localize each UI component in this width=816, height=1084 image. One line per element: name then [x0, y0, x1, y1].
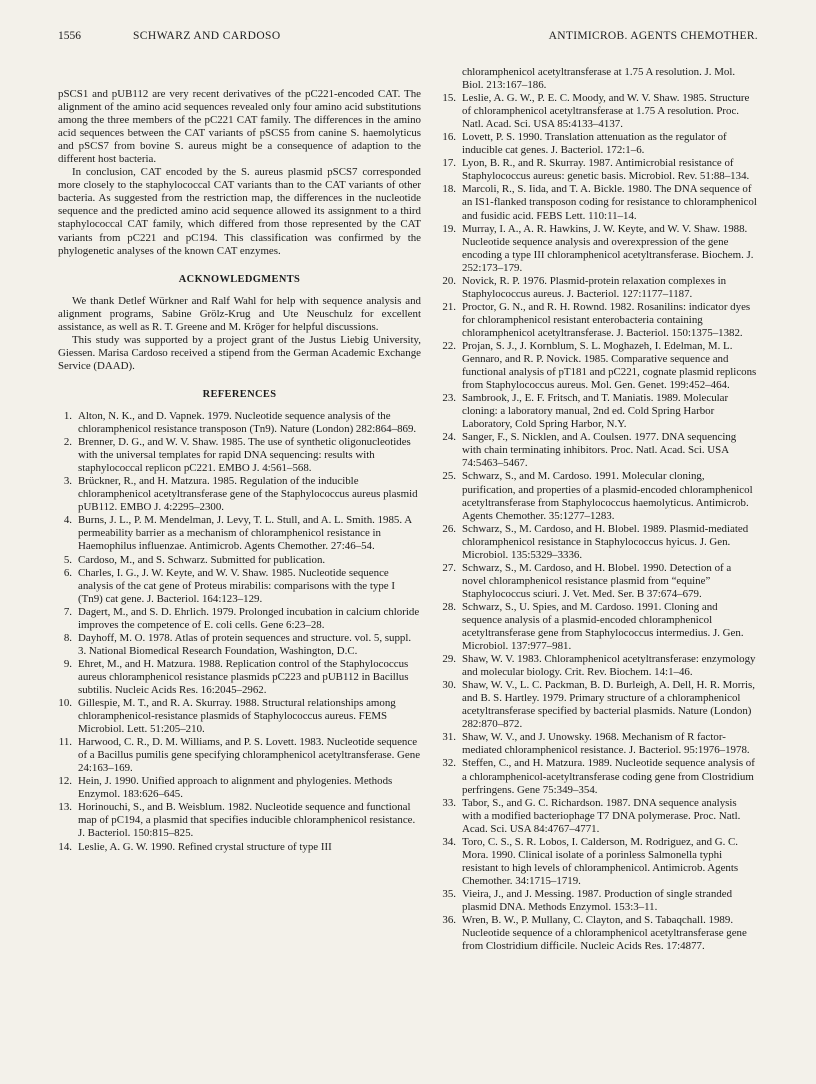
- reference-text: Brückner, R., and H. Matzura. 1985. Regulation of the inducible chloramphenicol acetyltransferase gene of the Staphylococcus aureus plasmid pUB112. EMBO J. 4:2295–2300.: [78, 475, 418, 514]
- reference-item: [442, 340, 758, 392]
- reference-text: Steffen, C., and H. Matzura. 1989. Nucleotide sequence analysis of a chloramphenicol-acetyltransferase coding gene from Clostridium perfringens. Gene 75:349–354.: [462, 757, 755, 796]
- reference-number: 19.: [442, 222, 456, 235]
- reference-text: Lovett, P. S. 1990. Translation attenuation as the regulator of inducible cat genes. J. Bacteriol. 172:1–6.: [462, 131, 727, 157]
- reference-text: Gillespie, M. T., and R. A. Skurray. 1988. Structural relationships among chloramphenicol-resistance plasmids of Staphylococcus aureus. FEMS Microbiol. Lett. 51:205–210.: [78, 697, 396, 736]
- reference-text: Hein, J. 1990. Unified approach to alignment and phylogenies. Methods Enzymol. 183:626–645.: [78, 775, 393, 801]
- reference-item: [442, 653, 758, 679]
- running-authors: SCHWARZ AND CARDOSO: [133, 30, 281, 42]
- reference-number: 13.: [58, 801, 72, 814]
- reference-item: [442, 470, 758, 522]
- reference-text: Tabor, S., and G. C. Richardson. 1987. DNA sequence analysis with a modified bacteriophage T7 DNA polymerase. Proc. Natl. Acad. Sci. USA 84:4767–4771.: [462, 796, 741, 835]
- reference-item: [442, 757, 758, 796]
- reference-text: Proctor, G. N., and R. H. Rownd. 1982. Rosanilins: indicator dyes for chloramphenicol resistant enterobacteria containing chloramphenicol acetyltransferase. J. Bacteriol. 150:1375–1382.: [462, 300, 751, 339]
- reference-number: 17.: [442, 157, 456, 170]
- reference-list-left: [58, 410, 421, 854]
- reference-text: Schwarz, S., and M. Cardoso. 1991. Molecular cloning, purification, and properties of a plasmid-encoded chloramphenicol acetyltransferase from Staphylococcus haemolyticus. Antimicrob. Agents Chemother. 35:1277–1283.: [462, 470, 753, 522]
- reference-text: Dayhoff, M. O. 1978. Atlas of protein sequences and structure. vol. 5, suppl. 3. National Biomedical Research Foundation, Washington, D.C.: [78, 631, 412, 657]
- reference-text: Shaw, W. V., and J. Unowsky. 1968. Mechanism of R factor-mediated chloramphenicol resistance. J. Bacteriol. 95:1976–1978.: [462, 731, 750, 757]
- reference-item: [58, 567, 421, 606]
- reference-text: Lyon, B. R., and R. Skurray. 1987. Antimicrobial resistance of Staphylococcus aureus: genetic basis. Microbiol. Rev. 51:88–134.: [462, 157, 750, 183]
- reference-item: [442, 679, 758, 731]
- reference-item: [442, 157, 758, 183]
- reference-number: 30.: [442, 679, 456, 692]
- reference-item: [442, 431, 758, 470]
- reference-item: [58, 410, 421, 436]
- reference-item: [442, 888, 758, 914]
- reference-text: Wren, B. W., P. Mullany, C. Clayton, and S. Tabaqchall. 1989. Nucleotide sequence of a chloramphenicol acetyltransferase gene from Clostridium difficile. Nucleic Acids Res. 17:4877.: [462, 914, 747, 953]
- reference-text: Leslie, A. G. W., P. E. C. Moody, and W. V. Shaw. 1985. Structure of chloramphenicol acetyltransferase at 1.75 A resolution. Proc. Natl. Acad. Sci. USA 85:4133–4137.: [462, 92, 750, 131]
- reference-number: 12.: [58, 775, 72, 788]
- reference-text: Schwarz, S., U. Spies, and M. Cardoso. 1991. Cloning and sequence analysis of a plasmid-encoded chloramphenicol acetyltransferase gene from Staphylococcus intermedius. J. Gen. Microbiol. 137:977–981.: [462, 600, 744, 653]
- reference-item: [442, 731, 758, 757]
- reference-text: chloramphenicol acetyltransferase at 1.75 A resolution. J. Mol. Biol. 213:167–186.: [462, 66, 736, 92]
- left-column: [58, 88, 421, 854]
- reference-item: [442, 836, 758, 888]
- reference-number: 34.: [442, 835, 456, 848]
- reference-text: Cardoso, M., and S. Schwarz. Submitted for publication.: [78, 553, 326, 566]
- reference-text: Novick, R. P. 1976. Plasmid-protein relaxation complexes in Staphylococcus aureus. J. Bacteriol. 127:1177–1187.: [462, 274, 727, 300]
- reference-item: [58, 801, 421, 840]
- reference-text: Leslie, A. G. W. 1990. Refined crystal structure of type III: [78, 840, 332, 853]
- reference-item: [58, 475, 421, 514]
- reference-number: 28.: [442, 600, 456, 613]
- reference-text: Harwood, C. R., D. M. Williams, and P. S. Lovett. 1983. Nucleotide sequence of a Bacillus pumilis gene specifying chloramphenicol acetyltransferase. Gene 24:163–169.: [78, 736, 421, 775]
- reference-text: Brenner, D. G., and W. V. Shaw. 1985. The use of synthetic oligonucleotides with the universal templates for rapid DNA sequencing: results with staphylococcal replicon pC221. EMBO J. 4:561–568.: [78, 436, 411, 475]
- reference-item: [442, 562, 758, 601]
- reference-number: 10.: [58, 697, 72, 710]
- reference-number: 23.: [442, 392, 456, 405]
- reference-item: [58, 632, 421, 658]
- reference-number: 36.: [442, 914, 456, 927]
- reference-number: 29.: [442, 653, 456, 666]
- journal-name: ANTIMICROB. AGENTS CHEMOTHER.: [548, 30, 758, 42]
- reference-item: [442, 92, 758, 131]
- reference-text: Vieira, J., and J. Messing. 1987. Production of single stranded plasmid DNA. Methods Enzymol. 153:3–11.: [462, 887, 733, 913]
- reference-text: Shaw, W. V. 1983. Chloramphenicol acetyltransferase: enzymology and molecular biology. Crit. Rev. Biochem. 14:1–46.: [462, 653, 756, 679]
- reference-text: Ehret, M., and H. Matzura. 1988. Replication control of the Staphylococcus aureus chloramphenicol resistance plasmids pC223 and pUB112 in Bacillus subtilis. Nucleic Acids Res. 16:2045–2962.: [78, 657, 409, 696]
- reference-text: Sambrook, J., E. F. Fritsch, and T. Maniatis. 1989. Molecular cloning: a laboratory manual, 2nd ed. Cold Spring Harbor Laboratory, Cold Spring Harbor, N.Y.: [462, 392, 729, 431]
- reference-text: Shaw, W. V., L. C. Packman, B. D. Burleigh, A. Dell, H. R. Morris, and B. S. Hartley. 1979. Primary structure of a chloramphenicol acetyltransferase specified by bacterial plasmids. Nature (London) 282:870–872.: [462, 679, 755, 731]
- reference-item: [442, 131, 758, 157]
- reference-item: [58, 736, 421, 775]
- reference-number: 8.: [63, 631, 72, 644]
- reference-number: 7.: [63, 605, 72, 618]
- reference-number: 5.: [63, 553, 72, 566]
- reference-item: [442, 301, 758, 340]
- running-header: [58, 30, 758, 50]
- reference-number: 11.: [58, 736, 72, 749]
- reference-number: 1.: [63, 409, 72, 422]
- reference-number: 26.: [442, 522, 456, 535]
- reference-text: Horinouchi, S., and B. Weisblum. 1982. Nucleotide sequence and functional map of pC194, a plasmid that specifies inducible chloramphenicol resistance. J. Bacteriol. 150:815–825.: [78, 801, 416, 840]
- reference-text: Schwarz, S., M. Cardoso, and H. Blobel. 1990. Detection of a novel chloramphenicol resistance plasmid from “equine” Staphylococcus sciuri. J. Vet. Med. Ser. B 37:674–679.: [462, 561, 732, 600]
- reference-list-right: [442, 92, 758, 953]
- reference-text: Dagert, M., and S. D. Ehrlich. 1979. Prolonged incubation in calcium chloride improves the competence of E. coli cells. Gene 6:23–28.: [78, 605, 420, 631]
- reference-number: 21.: [442, 300, 456, 313]
- reference-item: [58, 606, 421, 632]
- reference-number: 35.: [442, 887, 456, 900]
- reference-text: Sanger, F., S. Nicklen, and A. Coulsen. 1977. DNA sequencing with chain terminating inhibitors. Proc. Natl. Acad. Sci. USA 74:5463–5467.: [462, 431, 737, 470]
- reference-number: 25.: [442, 470, 456, 483]
- reference-item: [58, 841, 421, 854]
- reference-continuation: [442, 66, 758, 92]
- reference-number: 22.: [442, 339, 456, 352]
- reference-text: Projan, S. J., J. Kornblum, S. L. Moghazeh, I. Edelman, M. L. Gennaro, and R. P. Novick. 1985. Comparative sequence and functional analysis of pT181 and pC221, cognate plasmid replicons from Staphylococcus aureus. Mol. Gen. Genet. 199:452–464.: [462, 339, 757, 392]
- acknowledgments-heading: ACKNOWLEDGMENTS: [178, 273, 301, 285]
- reference-text: Schwarz, S., M. Cardoso, and H. Blobel. 1989. Plasmid-mediated chloramphenicol resistance in Staphylococcus hyicus. J. Gen. Microbiol. 135:5329–3336.: [462, 522, 749, 561]
- reference-item: [442, 183, 758, 222]
- reference-text: Marcoli, R., S. Iida, and T. A. Bickle. 1980. The DNA sequence of an IS1-flanked transposon coding for resistance to chloramphenicol and fusidic acid. FEBS Lett. 110:11–14.: [462, 183, 757, 222]
- reference-number: 14.: [58, 840, 72, 853]
- reference-number: 27.: [442, 561, 456, 574]
- reference-number: 20.: [442, 274, 456, 287]
- body-paragraph: pSCS1 and pUB112 are very recent derivatives of the pC221-encoded CAT. The alignment of the amino acid sequences revealed only four amino acid substitutions among the three members of the pC221 CAT family. The differences in the amino acid sequences between the CAT variants of pSCS5 from canine S. haemolyticus and pSCS7 from bovine S. aureus might be a consequence of adaption to the different host bacteria.: [58, 88, 421, 166]
- reference-number: 18.: [442, 183, 456, 196]
- reference-number: 32.: [442, 757, 456, 770]
- page-number: 1556: [58, 30, 81, 42]
- reference-number: 16.: [442, 131, 456, 144]
- reference-item: [58, 775, 421, 801]
- reference-text: Alton, N. K., and D. Vapnek. 1979. Nucleotide sequence analysis of the chloramphenicol resistance transposon (Tn9). Nature (London) 282:864–869.: [78, 409, 417, 436]
- reference-text: Charles, I. G., J. W. Keyte, and W. V. Shaw. 1985. Nucleotide sequence analysis of the cat gene of Proteus mirabilis: comparisons with the type I (Tn9) cat gene. J. Bacteriol. 164:123–129.: [78, 566, 395, 605]
- reference-item: [442, 275, 758, 301]
- reference-number: 6.: [63, 566, 72, 579]
- references-heading: REFERENCES: [202, 388, 277, 400]
- reference-number: 31.: [442, 731, 456, 744]
- reference-item: [58, 658, 421, 697]
- reference-text: Murray, I. A., A. R. Hawkins, J. W. Keyte, and W. V. Shaw. 1988. Nucleotide sequence analysis and overexpression of the gene encoding a type III chloramphenicol acetyltransferase. Biochem. J. 252:173–179.: [462, 222, 754, 274]
- reference-number: 9.: [63, 657, 72, 670]
- acknowledgment-paragraph: This study was supported by a project grant of the Justus Liebig University, Giessen. Marisa Cardoso received a stipend from the German Academic Exchange Service (DAAD).: [58, 333, 421, 372]
- reference-item: [58, 554, 421, 567]
- reference-number: 2.: [63, 436, 72, 449]
- reference-text: Burns, J. L., P. M. Mendelman, J. Levy, T. L. Stull, and A. L. Smith. 1985. A permeability barrier as a mechanism of chloramphenicol resistance in Haemophilus influenzae. Antimicrob. Agents Chemother. 27:46–54.: [78, 514, 412, 553]
- reference-item: [58, 697, 421, 736]
- reference-number: 15.: [442, 92, 456, 105]
- reference-item: [442, 523, 758, 562]
- acknowledgment-paragraph: We thank Detlef Würkner and Ralf Wahl for help with sequence analysis and alignment programs, Sabine Grölz-Krug and Ute Neuschulz for excellent assistance, as well as R. T. Greene and M. Kröger for helpful discussions.: [58, 294, 421, 333]
- reference-number: 4.: [63, 514, 72, 527]
- reference-number: 33.: [442, 796, 456, 809]
- reference-item: [58, 514, 421, 553]
- reference-item: [442, 797, 758, 836]
- body-paragraph: In conclusion, CAT encoded by the S. aureus plasmid pSCS7 corresponded more closely to the staphylococcal CAT variants than to the CAT variants of other bacteria. As suggested from the restriction map, the differences in the nucleotide sequence and the predicted amino acid sequence allowed its assignment to a third staphylococcal CAT family, which differed from those represented by the CAT variants from pC221 and pC194. This classification was confirmed by the phylogenetic analyses of the known CAT enzymes.: [58, 166, 421, 257]
- right-column: [442, 66, 758, 953]
- reference-item: [442, 392, 758, 431]
- reference-item: [442, 223, 758, 275]
- reference-item: [58, 436, 421, 475]
- reference-item: [442, 601, 758, 653]
- reference-number: 24.: [442, 431, 456, 444]
- reference-text: Toro, C. S., S. R. Lobos, I. Calderson, M. Rodriguez, and G. C. Mora. 1990. Clinical isolate of a porinless Salmonella typhi resistant to high levels of chloramphenicol. Antimicrob. Agents Chemother. 34:1715–1719.: [462, 835, 739, 887]
- reference-item: [442, 914, 758, 953]
- reference-number: 3.: [63, 475, 72, 488]
